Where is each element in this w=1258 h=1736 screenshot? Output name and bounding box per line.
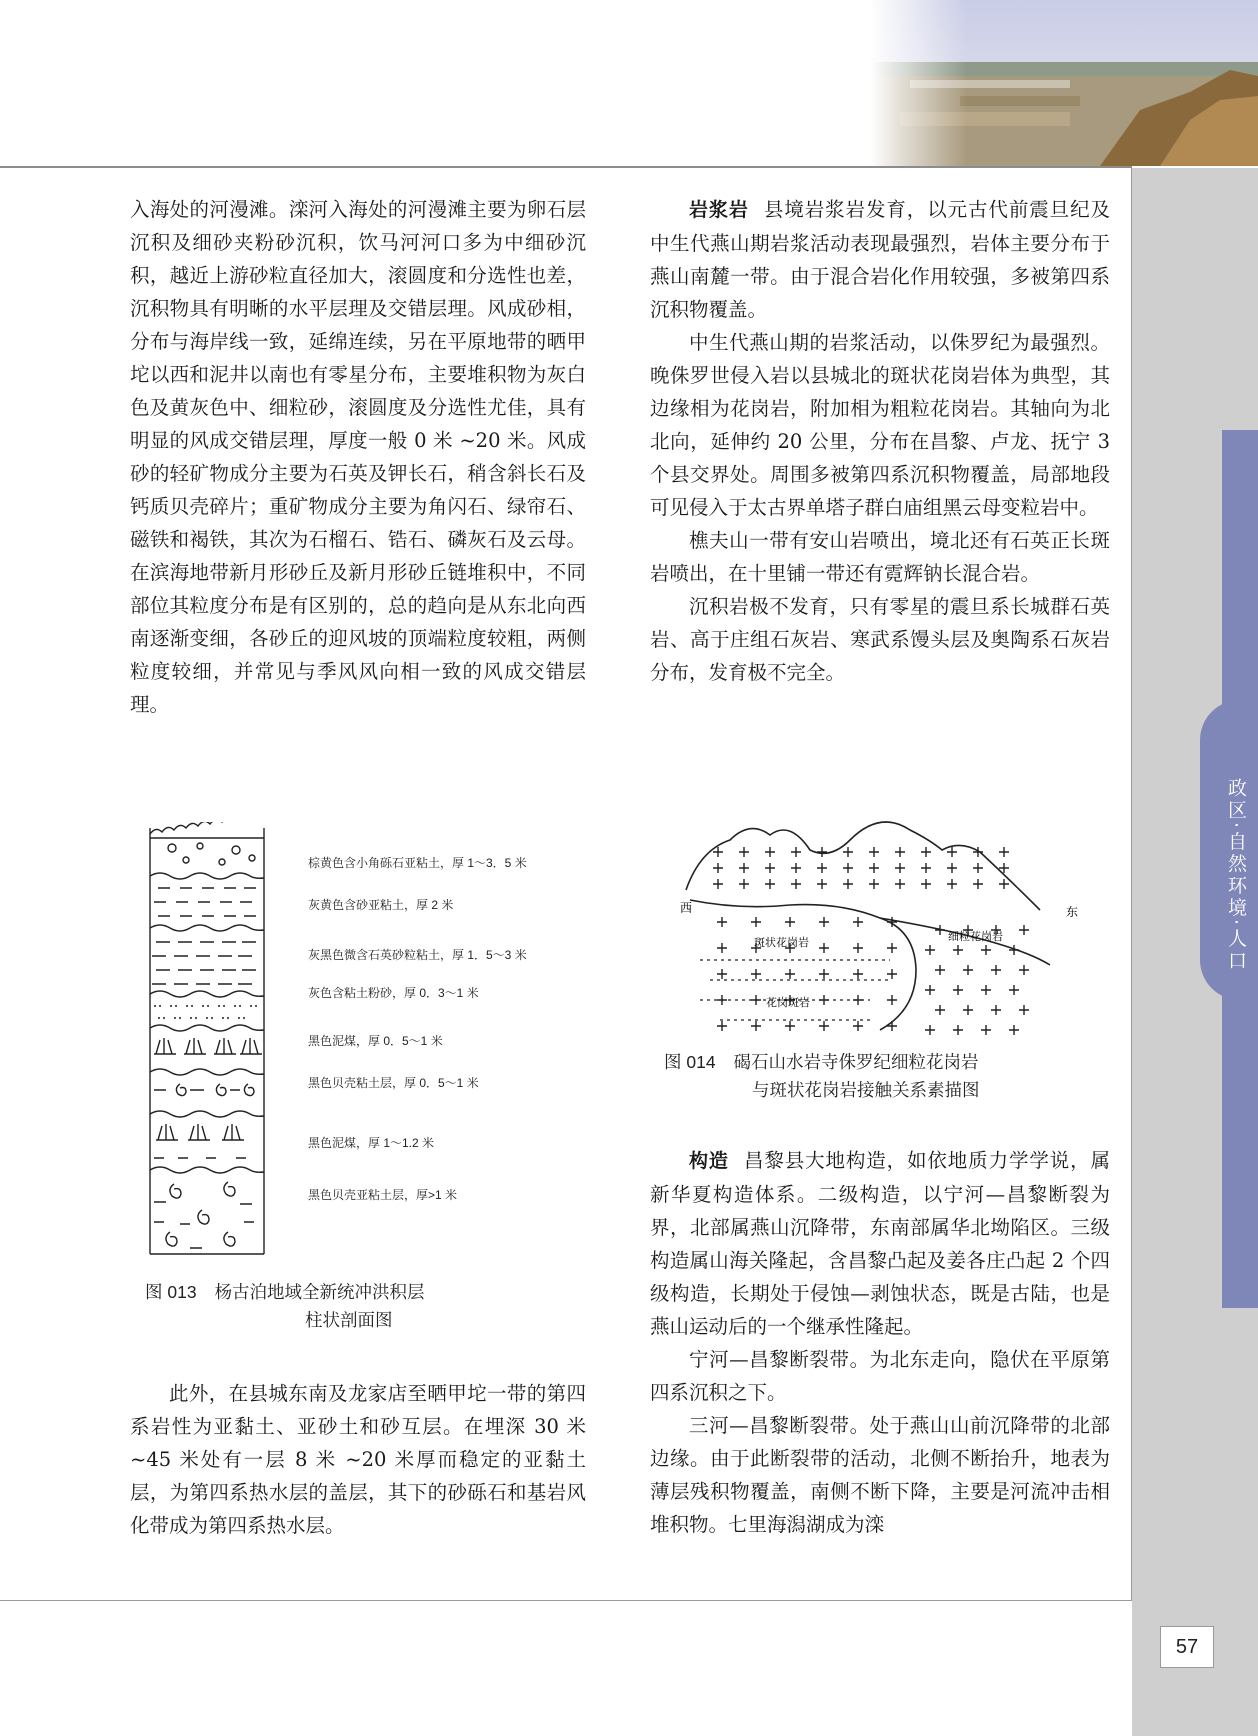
section-term: 构造 [689, 1150, 729, 1172]
granite-cross-mark [895, 863, 905, 873]
granite-cross-mark [1019, 925, 1029, 935]
granite-cross-mark [991, 1005, 1001, 1015]
granite-cross-mark [853, 969, 863, 979]
section-term: 岩浆岩 [689, 199, 749, 221]
figure-014-granite-sketch [680, 790, 1080, 1046]
legend-layer-5: 黑色泥煤，厚 0．5～1 米 [308, 1034, 443, 1048]
granite-cross-mark [765, 879, 775, 889]
granite-cross-mark [953, 985, 963, 995]
paragraph: 入海处的河漫滩。滦河入海处的河漫滩主要为卵石层沉积及细砂夹粉砂沉积，饮马河河口多为中细砂沉积，越近上游砂粒直径加大，滚圆度和分选性也差，沉积物具有明晰的水平层理及交错层理。风成砂相，分布与海岸线一致，延绵连续，另在平原地带的晒甲坨以西和泥井以南也有零星分布，主要堆积物为灰白色及黄灰色中、细粒砂，滚圆度及分选性尤佳，具有明显的风成交错层理，厚度一般 0 米 ~20 米。风成砂的轻矿物成分主要为石英及钾长石，稍含斜长石及钙质贝壳碎片；重矿物成分主要为角闪石、绿帘石、磁铁和褐铁，其次为石榴石、锆石、磷灰石及云母。在滨海地带新月形砂丘及新月形砂丘链堆积中，不同部位其粒度分布是有区别的，总的趋向是从东北向西南逐渐变细，各砂丘的迎风坡的顶端粒度较粗，两侧粒度较细，并常见与季风风向相一致的风成交错层理。 [130, 198, 586, 716]
granite-cross-mark [853, 917, 863, 927]
granite-cross-mark [765, 847, 775, 857]
granite-cross-mark [819, 1021, 829, 1031]
granite-cross-mark [739, 863, 749, 873]
figure-013-stratigraphic-column [140, 822, 580, 1262]
granite-cross-mark [751, 917, 761, 927]
label-fine-granite: 细粒花岗岩 [948, 930, 1003, 943]
granite-cross-mark [751, 969, 761, 979]
header-landscape-photo [870, 0, 1258, 166]
paragraph [650, 1144, 1110, 1343]
label-east: 东 [1066, 905, 1079, 919]
figure-014-caption [664, 1048, 1114, 1105]
caption-line: 柱状剖面图 [305, 1311, 393, 1331]
granite-cross-mark [921, 863, 931, 873]
granite-cross-mark [1009, 1025, 1019, 1035]
granite-cross-mark [981, 985, 991, 995]
left-column-lower [130, 1377, 586, 1542]
paragraph: 三河—昌黎断裂带。处于燕山山前沉降带的北部边缘。由于此断裂带的活动，北侧不断抬升，地表为薄层残积物覆盖，南侧不断下降，主要是河流冲击相堆积物。七里海潟湖成为滦 [650, 1414, 1110, 1536]
right-column-upper [650, 193, 1110, 689]
granite-cross-mark [953, 945, 963, 955]
granite-cross-mark [895, 847, 905, 857]
paragraph [650, 193, 1110, 326]
granite-cross-mark [981, 945, 991, 955]
granite-cross-mark [717, 917, 727, 927]
granite-cross-mark [935, 925, 945, 935]
granite-cross-mark [963, 1005, 973, 1015]
granite-cross-mark [791, 863, 801, 873]
granite-cross-mark [853, 943, 863, 953]
label-porphyritic-granite: 斑状花岗岩 [754, 936, 809, 949]
label-granite-porphyry: 花岗斑岩 [766, 996, 810, 1009]
granite-cross-mark [1009, 945, 1019, 955]
legend-layer-4: 灰色含粘土粉砂，厚 0．3～1 米 [308, 986, 479, 1000]
legend-layer-2: 灰黄色含砂亚粘土，厚 2 米 [308, 898, 454, 912]
granite-cross-mark [717, 943, 727, 953]
granite-cross-mark [785, 917, 795, 927]
granite-cross-mark [869, 879, 879, 889]
paragraph: 宁河—昌黎断裂带。为北东走向，隐伏在平原第四系沉积之下。 [650, 1348, 1110, 1404]
granite-cross-mark [953, 1025, 963, 1035]
granite-cross-mark [785, 969, 795, 979]
granite-cross-mark [869, 863, 879, 873]
paragraph-text: 县境岩浆岩发育，以元古代前震旦纪及中生代燕山期岩浆活动表现最强烈，岩体主要分布于燕山南麓一带。由于混合岩化作用较强，多被第四系沉积物覆盖。 [650, 198, 1110, 321]
granite-cross-mark [713, 863, 723, 873]
granite-cross-mark [739, 879, 749, 889]
page-header [0, 0, 1258, 166]
granite-cross-mark [817, 863, 827, 873]
granite-cross-mark [817, 879, 827, 889]
granite-cross-mark [887, 1021, 897, 1031]
chapter-tab-label: 政区·自然环境·人口 [1225, 777, 1247, 973]
granite-cross-mark [991, 965, 1001, 975]
granite-cross-mark [947, 879, 957, 889]
granite-cross-mark [973, 863, 983, 873]
paragraph: 此外，在县城东南及龙家店至晒甲坨一带的第四系岩性为亚黏土、亚砂土和砂互层。在埋深 30 米 ~45 米处有一层 8 米 ~20 米厚而稳定的亚黏土层，为第四系热水层的盖层，其下的砂砾石和基岩风化带成为第四系热水层。 [130, 1382, 586, 1537]
granite-cross-mark [843, 847, 853, 857]
caption-line: 与斑状花岗岩接触关系素描图 [752, 1081, 980, 1101]
caption-line: 碣石山水岩寺侏罗纪细粒花岗岩 [733, 1053, 979, 1073]
footer-divider [0, 1600, 1132, 1601]
figure-number: 图 014 [664, 1052, 716, 1072]
granite-cross-mark [887, 969, 897, 979]
granite-cross-mark [843, 879, 853, 889]
granite-cross-mark [717, 1021, 727, 1031]
margin-divider [1131, 168, 1132, 1600]
right-column-lower [650, 1144, 1110, 1541]
granite-cross-mark [1019, 1005, 1029, 1015]
granite-cross-mark [765, 863, 775, 873]
paragraph: 中生代燕山期的岩浆活动，以侏罗纪为最强烈。晚侏罗世侵入岩以县城北的斑状花岗岩体为典型，其边缘相为花岗岩，附加相为粗粒花岗岩。其轴向为北北向，延伸约 20 公里，分布在昌黎、卢龙、抚宁 3 个县交界处。周围多被第四系沉积物覆盖，局部地段可见侵入于太古界单塔子群白庙组黑云母变粒岩中。 [650, 331, 1110, 519]
granite-cross-mark [819, 943, 829, 953]
granite-cross-mark [981, 1025, 991, 1035]
legend-layer-8: 黑色贝壳亚粘土层，厚>1 米 [308, 1188, 458, 1202]
granite-cross-mark [895, 879, 905, 889]
granite-cross-mark [925, 945, 935, 955]
granite-cross-mark [925, 985, 935, 995]
granite-cross-mark [935, 1005, 945, 1015]
granite-cross-mark [739, 847, 749, 857]
figure-number: 图 013 [145, 1282, 197, 1302]
paragraph-text: 昌黎县大地构造，如依地质力学学说，属新华夏构造体系。二级构造，以宁河—昌黎断裂为界，北部属燕山沉降带，东南部属华北坳陷区。三级构造属山海关隆起，含昌黎凸起及姜各庄凸起 2 个四级构造，长期处于侵蚀—剥蚀状态，既是古陆，也是燕山运动后的一个继承性隆起。 [650, 1149, 1110, 1338]
granite-cross-mark [785, 1021, 795, 1031]
page-number: 57 [1160, 1626, 1214, 1668]
column-drawing [140, 822, 300, 1262]
granite-cross-mark [999, 879, 1009, 889]
granite-cross-mark [887, 943, 897, 953]
legend-layer-6: 黑色贝壳粘土层，厚 0．5～1 米 [308, 1076, 479, 1090]
granite-cross-mark [1019, 965, 1029, 975]
granite-cross-mark [921, 847, 931, 857]
granite-cross-mark [869, 847, 879, 857]
legend-layer-7: 黑色泥煤，厚 1～1.2 米 [308, 1136, 435, 1150]
legend-layer-1: 棕黄色含小角砾石亚粘土，厚 1～3．5 米 [308, 856, 527, 870]
granite-cross-mark [843, 863, 853, 873]
granite-cross-mark [999, 847, 1009, 857]
granite-cross-mark [947, 863, 957, 873]
granite-cross-mark [751, 1021, 761, 1031]
granite-cross-mark [853, 1021, 863, 1031]
granite-cross-mark [1009, 985, 1019, 995]
granite-cross-mark [819, 969, 829, 979]
granite-cross-mark [887, 995, 897, 1005]
paragraph: 樵夫山一带有安山岩喷出，境北还有石英正长斑岩喷出，在十里铺一带还有霓辉钠长混合岩。 [650, 529, 1110, 585]
granite-cross-mark [935, 965, 945, 975]
granite-cross-mark [973, 879, 983, 889]
caption-line: 杨古泊地域全新统冲洪积层 [214, 1283, 425, 1303]
granite-cross-mark [717, 969, 727, 979]
granite-cross-mark [921, 879, 931, 889]
granite-cross-mark [925, 1025, 935, 1035]
label-west: 西 [680, 901, 693, 915]
legend-layer-3: 灰黑色微含石英砂粒粘土，厚 1．5～3 米 [308, 948, 527, 962]
paragraph: 沉积岩极不发育，只有零星的震旦系长城群石英岩、高于庄组石灰岩、寒武系馒头层及奥陶系石灰岩分布，发育极不完全。 [650, 595, 1110, 684]
granite-cross-mark [791, 847, 801, 857]
granite-cross-mark [819, 917, 829, 927]
granite-cross-mark [947, 847, 957, 857]
granite-cross-mark [963, 965, 973, 975]
left-column-upper [130, 193, 586, 721]
header-divider [0, 166, 1132, 168]
granite-cross-mark [817, 847, 827, 857]
granite-cross-mark [791, 879, 801, 889]
granite-cross-mark [713, 879, 723, 889]
figure-013-caption [145, 1278, 585, 1335]
